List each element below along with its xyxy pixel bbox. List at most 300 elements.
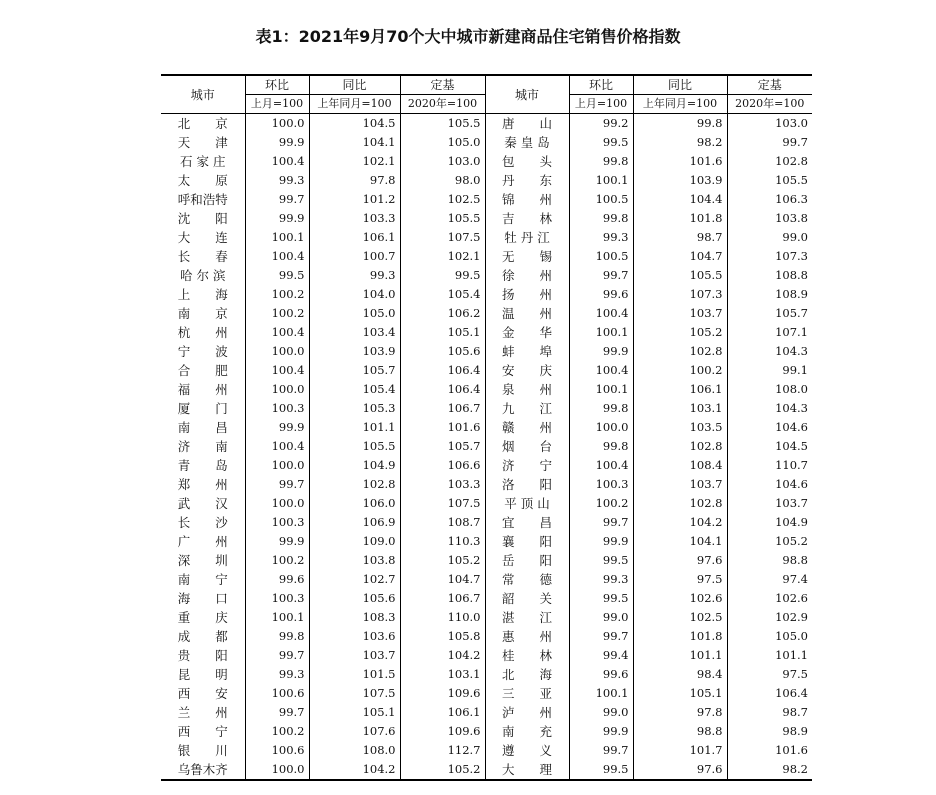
cell-mom-right: 99.3 xyxy=(569,228,633,247)
cell-yoy-right: 99.8 xyxy=(633,114,727,134)
cell-yoy-left: 103.3 xyxy=(309,209,400,228)
table-row xyxy=(161,665,812,684)
cell-mom-right: 99.9 xyxy=(569,532,633,551)
cell-yoy-right: 104.2 xyxy=(633,513,727,532)
subheader-mom-left: 上月=100 xyxy=(245,95,309,114)
cell-mom-left: 100.2 xyxy=(245,551,309,570)
table-row xyxy=(161,589,812,608)
cell-city-right: 赣 州 xyxy=(501,420,552,435)
cell-mom-right: 99.7 xyxy=(569,513,633,532)
cell-yoy-left: 103.8 xyxy=(309,551,400,570)
cell-yoy-right: 102.8 xyxy=(633,437,727,456)
cell-city-right: 桂 林 xyxy=(501,648,552,663)
table-row xyxy=(161,646,812,665)
cell-yoy-right: 97.6 xyxy=(633,760,727,780)
cell-yoy-right: 98.8 xyxy=(633,722,727,741)
cell-yoy-right: 101.1 xyxy=(633,646,727,665)
cell-base-left: 105.4 xyxy=(400,285,485,304)
table-row xyxy=(161,494,812,513)
cell-mom-right: 99.7 xyxy=(569,627,633,646)
cell-mom-left: 100.4 xyxy=(245,323,309,342)
table-row xyxy=(161,570,812,589)
header-base-left: 定基 xyxy=(400,75,485,95)
cell-mom-left: 99.5 xyxy=(245,266,309,285)
table-row xyxy=(161,703,812,722)
cell-yoy-right: 98.2 xyxy=(633,133,727,152)
cell-base-right: 101.1 xyxy=(727,646,812,665)
cell-base-left: 104.2 xyxy=(400,646,485,665)
price-index-table xyxy=(161,74,812,781)
cell-mom-left: 100.2 xyxy=(245,285,309,304)
header-yoy-left: 同比 xyxy=(309,75,400,95)
cell-city-left: 太 原 xyxy=(177,173,228,188)
table-row xyxy=(161,323,812,342)
cell-yoy-left: 104.5 xyxy=(309,114,400,134)
cell-mom-left: 99.9 xyxy=(245,209,309,228)
table-row xyxy=(161,741,812,760)
cell-base-left: 107.5 xyxy=(400,494,485,513)
cell-mom-left: 100.4 xyxy=(245,247,309,266)
cell-base-right: 99.1 xyxy=(727,361,812,380)
cell-base-left: 105.2 xyxy=(400,760,485,780)
cell-yoy-left: 105.5 xyxy=(309,437,400,456)
cell-mom-right: 99.3 xyxy=(569,570,633,589)
cell-city-right: 锦 州 xyxy=(501,192,552,207)
table-row xyxy=(161,247,812,266)
cell-mom-right: 99.8 xyxy=(569,152,633,171)
subheader-mom-right: 上月=100 xyxy=(569,95,633,114)
cell-city-right: 徐 州 xyxy=(501,268,552,283)
cell-base-right: 105.2 xyxy=(727,532,812,551)
cell-base-left: 105.2 xyxy=(400,551,485,570)
cell-yoy-right: 103.7 xyxy=(633,304,727,323)
cell-base-left: 105.8 xyxy=(400,627,485,646)
table-row xyxy=(161,361,812,380)
cell-city-right: 丹 东 xyxy=(501,173,552,188)
table-row xyxy=(161,760,812,780)
cell-city-left: 重 庆 xyxy=(177,610,228,625)
cell-city-left: 南 宁 xyxy=(177,572,228,587)
table-row xyxy=(161,133,812,152)
cell-base-left: 105.1 xyxy=(400,323,485,342)
subheader-yoy-right: 上年同月=100 xyxy=(633,95,727,114)
cell-base-left: 106.7 xyxy=(400,589,485,608)
cell-base-right: 107.1 xyxy=(727,323,812,342)
cell-mom-right: 100.4 xyxy=(569,361,633,380)
cell-city-left: 贵 阳 xyxy=(177,648,228,663)
cell-yoy-right: 101.6 xyxy=(633,152,727,171)
cell-city-left: 宁 波 xyxy=(177,344,228,359)
cell-mom-right: 99.4 xyxy=(569,646,633,665)
cell-city-right: 济 宁 xyxy=(501,458,552,473)
table-row xyxy=(161,532,812,551)
cell-mom-right: 99.8 xyxy=(569,209,633,228)
cell-base-right: 103.7 xyxy=(727,494,812,513)
table-row xyxy=(161,304,812,323)
cell-mom-left: 100.4 xyxy=(245,361,309,380)
cell-base-left: 105.0 xyxy=(400,133,485,152)
cell-yoy-right: 101.7 xyxy=(633,741,727,760)
cell-base-left: 103.0 xyxy=(400,152,485,171)
cell-base-right: 104.3 xyxy=(727,399,812,418)
cell-base-right: 99.0 xyxy=(727,228,812,247)
cell-mom-right: 100.4 xyxy=(569,304,633,323)
cell-city-left: 福 州 xyxy=(177,382,228,397)
cell-city-right: 常 德 xyxy=(501,572,552,587)
cell-base-left: 105.7 xyxy=(400,437,485,456)
header-city-right: 城市 xyxy=(485,75,569,114)
cell-city-left: 郑 州 xyxy=(177,477,228,492)
cell-city-right: 惠 州 xyxy=(501,629,552,644)
cell-mom-left: 99.8 xyxy=(245,627,309,646)
cell-mom-right: 99.6 xyxy=(569,285,633,304)
cell-yoy-right: 103.1 xyxy=(633,399,727,418)
cell-yoy-left: 104.2 xyxy=(309,760,400,780)
cell-yoy-right: 105.1 xyxy=(633,684,727,703)
cell-yoy-right: 102.8 xyxy=(633,342,727,361)
cell-base-right: 104.6 xyxy=(727,475,812,494)
cell-yoy-right: 103.9 xyxy=(633,171,727,190)
cell-yoy-left: 99.3 xyxy=(309,266,400,285)
cell-yoy-left: 105.4 xyxy=(309,380,400,399)
cell-mom-left: 99.6 xyxy=(245,570,309,589)
cell-yoy-left: 105.3 xyxy=(309,399,400,418)
cell-city-right: 温 州 xyxy=(501,306,552,321)
table-row xyxy=(161,285,812,304)
cell-city-right: 岳 阳 xyxy=(501,553,552,568)
cell-yoy-left: 103.7 xyxy=(309,646,400,665)
cell-mom-right: 99.5 xyxy=(569,760,633,780)
cell-city-right: 无 锡 xyxy=(501,249,552,264)
cell-city-left: 大 连 xyxy=(177,230,228,245)
cell-base-right: 98.8 xyxy=(727,551,812,570)
cell-mom-right: 99.6 xyxy=(569,665,633,684)
cell-yoy-left: 101.2 xyxy=(309,190,400,209)
cell-city-left: 乌鲁木齐 xyxy=(161,760,245,780)
cell-city-right: 安 庆 xyxy=(501,363,552,378)
cell-base-left: 106.4 xyxy=(400,361,485,380)
cell-yoy-left: 105.6 xyxy=(309,589,400,608)
cell-base-right: 98.9 xyxy=(727,722,812,741)
cell-mom-left: 99.7 xyxy=(245,475,309,494)
cell-base-right: 98.2 xyxy=(727,760,812,780)
cell-city-left: 上 海 xyxy=(177,287,228,302)
subheader-base-right: 2020年=100 xyxy=(727,95,812,114)
cell-mom-left: 100.2 xyxy=(245,722,309,741)
cell-city-left: 哈 尔 滨 xyxy=(180,268,226,283)
cell-yoy-right: 103.7 xyxy=(633,475,727,494)
cell-yoy-left: 108.0 xyxy=(309,741,400,760)
table-row xyxy=(161,380,812,399)
cell-base-right: 104.6 xyxy=(727,418,812,437)
cell-yoy-right: 97.5 xyxy=(633,570,727,589)
header-city-left: 城市 xyxy=(161,75,245,114)
header-yoy-right: 同比 xyxy=(633,75,727,95)
cell-yoy-right: 98.7 xyxy=(633,228,727,247)
cell-mom-left: 100.3 xyxy=(245,399,309,418)
table-row xyxy=(161,342,812,361)
cell-city-left: 天 津 xyxy=(177,135,228,150)
cell-base-left: 101.6 xyxy=(400,418,485,437)
cell-city-left: 西 安 xyxy=(177,686,228,701)
cell-base-left: 106.6 xyxy=(400,456,485,475)
cell-yoy-left: 100.7 xyxy=(309,247,400,266)
cell-city-right: 烟 台 xyxy=(501,439,552,454)
cell-mom-left: 100.0 xyxy=(245,760,309,780)
cell-city-right: 洛 阳 xyxy=(501,477,552,492)
cell-yoy-right: 106.1 xyxy=(633,380,727,399)
cell-yoy-left: 107.6 xyxy=(309,722,400,741)
table-row xyxy=(161,684,812,703)
cell-mom-right: 100.5 xyxy=(569,190,633,209)
table-row xyxy=(161,513,812,532)
cell-city-right: 宜 昌 xyxy=(501,515,552,530)
cell-mom-left: 99.3 xyxy=(245,171,309,190)
cell-city-right: 三 亚 xyxy=(501,686,552,701)
cell-city-right: 湛 江 xyxy=(501,610,552,625)
cell-base-left: 99.5 xyxy=(400,266,485,285)
cell-yoy-right: 104.7 xyxy=(633,247,727,266)
cell-base-right: 102.6 xyxy=(727,589,812,608)
cell-base-left: 112.7 xyxy=(400,741,485,760)
table-row xyxy=(161,152,812,171)
cell-base-right: 107.3 xyxy=(727,247,812,266)
table-row xyxy=(161,399,812,418)
cell-mom-right: 100.1 xyxy=(569,171,633,190)
cell-yoy-right: 105.2 xyxy=(633,323,727,342)
cell-mom-left: 100.6 xyxy=(245,684,309,703)
cell-base-left: 103.1 xyxy=(400,665,485,684)
cell-city-right: 泸 州 xyxy=(501,705,552,720)
cell-base-left: 102.1 xyxy=(400,247,485,266)
cell-yoy-right: 98.4 xyxy=(633,665,727,684)
cell-mom-right: 99.7 xyxy=(569,266,633,285)
cell-city-right: 扬 州 xyxy=(501,287,552,302)
cell-yoy-left: 103.6 xyxy=(309,627,400,646)
cell-base-left: 110.0 xyxy=(400,608,485,627)
cell-city-right: 北 海 xyxy=(501,667,552,682)
header-mom-left: 环比 xyxy=(245,75,309,95)
cell-mom-right: 99.0 xyxy=(569,703,633,722)
cell-yoy-right: 102.8 xyxy=(633,494,727,513)
cell-city-right: 蚌 埠 xyxy=(501,344,552,359)
cell-city-left: 厦 门 xyxy=(177,401,228,416)
cell-city-left: 成 都 xyxy=(177,629,228,644)
cell-base-left: 107.5 xyxy=(400,228,485,247)
cell-city-left: 呼和浩特 xyxy=(177,192,228,207)
header-base-right: 定基 xyxy=(727,75,812,95)
cell-yoy-left: 105.0 xyxy=(309,304,400,323)
cell-base-right: 103.8 xyxy=(727,209,812,228)
cell-city-left: 武 汉 xyxy=(177,496,228,511)
cell-yoy-right: 108.4 xyxy=(633,456,727,475)
cell-base-right: 103.0 xyxy=(727,114,812,134)
cell-base-right: 99.7 xyxy=(727,133,812,152)
cell-mom-left: 99.9 xyxy=(245,418,309,437)
cell-mom-left: 100.1 xyxy=(245,608,309,627)
cell-mom-left: 100.6 xyxy=(245,741,309,760)
cell-base-right: 108.9 xyxy=(727,285,812,304)
cell-yoy-left: 106.0 xyxy=(309,494,400,513)
cell-yoy-left: 101.5 xyxy=(309,665,400,684)
cell-city-left: 南 京 xyxy=(177,306,228,321)
cell-base-left: 106.4 xyxy=(400,380,485,399)
cell-mom-right: 99.2 xyxy=(569,114,633,134)
cell-base-left: 105.5 xyxy=(400,209,485,228)
cell-mom-left: 100.4 xyxy=(245,437,309,456)
cell-mom-right: 99.5 xyxy=(569,133,633,152)
cell-base-right: 102.9 xyxy=(727,608,812,627)
cell-yoy-left: 106.1 xyxy=(309,228,400,247)
cell-city-left: 西 宁 xyxy=(177,724,228,739)
cell-yoy-right: 105.5 xyxy=(633,266,727,285)
cell-mom-left: 99.9 xyxy=(245,532,309,551)
cell-mom-left: 99.9 xyxy=(245,133,309,152)
cell-city-right: 平 顶 山 xyxy=(504,496,550,511)
cell-base-left: 102.5 xyxy=(400,190,485,209)
cell-yoy-left: 102.7 xyxy=(309,570,400,589)
cell-city-right: 大 理 xyxy=(485,760,569,780)
table-row xyxy=(161,209,812,228)
cell-mom-left: 100.0 xyxy=(245,494,309,513)
table-row xyxy=(161,171,812,190)
cell-yoy-left: 106.9 xyxy=(309,513,400,532)
cell-base-right: 108.0 xyxy=(727,380,812,399)
cell-base-left: 109.6 xyxy=(400,722,485,741)
cell-city-left: 长 沙 xyxy=(177,515,228,530)
cell-city-right: 金 华 xyxy=(501,325,552,340)
cell-mom-left: 100.4 xyxy=(245,152,309,171)
cell-yoy-right: 107.3 xyxy=(633,285,727,304)
cell-base-left: 105.6 xyxy=(400,342,485,361)
cell-mom-right: 99.5 xyxy=(569,589,633,608)
cell-city-left: 兰 州 xyxy=(177,705,228,720)
cell-base-left: 106.2 xyxy=(400,304,485,323)
table-body xyxy=(161,114,812,781)
cell-mom-right: 100.2 xyxy=(569,494,633,513)
cell-city-right: 九 江 xyxy=(501,401,552,416)
cell-mom-right: 99.8 xyxy=(569,399,633,418)
cell-city-right: 包 头 xyxy=(501,154,552,169)
cell-base-left: 109.6 xyxy=(400,684,485,703)
cell-base-left: 104.7 xyxy=(400,570,485,589)
table-row xyxy=(161,627,812,646)
cell-city-right: 牡 丹 江 xyxy=(504,230,550,245)
cell-base-right: 105.0 xyxy=(727,627,812,646)
table-row xyxy=(161,228,812,247)
cell-mom-right: 100.1 xyxy=(569,380,633,399)
cell-city-right: 秦 皇 岛 xyxy=(504,135,550,150)
cell-city-left: 长 春 xyxy=(177,249,228,264)
cell-mom-right: 99.8 xyxy=(569,437,633,456)
table-row xyxy=(161,437,812,456)
cell-city-left: 青 岛 xyxy=(177,458,228,473)
cell-city-left: 昆 明 xyxy=(177,667,228,682)
cell-base-left: 105.5 xyxy=(400,114,485,134)
cell-base-left: 110.3 xyxy=(400,532,485,551)
cell-mom-left: 99.7 xyxy=(245,703,309,722)
cell-mom-left: 100.3 xyxy=(245,589,309,608)
cell-city-right: 南 充 xyxy=(501,724,552,739)
cell-mom-right: 99.5 xyxy=(569,551,633,570)
subheader-base-left: 2020年=100 xyxy=(400,95,485,114)
cell-city-left: 广 州 xyxy=(177,534,228,549)
cell-city-right: 泉 州 xyxy=(501,382,552,397)
cell-city-right: 唐 山 xyxy=(501,116,552,131)
cell-base-left: 108.7 xyxy=(400,513,485,532)
cell-yoy-right: 102.5 xyxy=(633,608,727,627)
cell-base-left: 106.7 xyxy=(400,399,485,418)
cell-yoy-left: 97.8 xyxy=(309,171,400,190)
cell-yoy-left: 108.3 xyxy=(309,608,400,627)
table-row xyxy=(161,475,812,494)
table-row xyxy=(161,190,812,209)
cell-yoy-right: 101.8 xyxy=(633,627,727,646)
table-row xyxy=(161,551,812,570)
cell-base-right: 101.6 xyxy=(727,741,812,760)
cell-base-right: 106.3 xyxy=(727,190,812,209)
cell-yoy-right: 103.5 xyxy=(633,418,727,437)
cell-base-right: 104.5 xyxy=(727,437,812,456)
cell-yoy-left: 109.0 xyxy=(309,532,400,551)
cell-mom-right: 99.7 xyxy=(569,741,633,760)
cell-yoy-right: 104.1 xyxy=(633,532,727,551)
cell-base-left: 103.3 xyxy=(400,475,485,494)
cell-city-left: 杭 州 xyxy=(177,325,228,340)
cell-mom-left: 99.7 xyxy=(245,190,309,209)
cell-yoy-left: 105.7 xyxy=(309,361,400,380)
table-row xyxy=(161,722,812,741)
cell-base-right: 108.8 xyxy=(727,266,812,285)
cell-yoy-right: 97.6 xyxy=(633,551,727,570)
cell-base-right: 110.7 xyxy=(727,456,812,475)
cell-yoy-left: 104.0 xyxy=(309,285,400,304)
cell-mom-right: 100.3 xyxy=(569,475,633,494)
cell-city-left: 北 京 xyxy=(177,116,228,131)
cell-yoy-left: 102.8 xyxy=(309,475,400,494)
cell-mom-left: 100.1 xyxy=(245,228,309,247)
cell-yoy-left: 103.9 xyxy=(309,342,400,361)
table-row xyxy=(161,114,812,134)
cell-city-right: 襄 阳 xyxy=(501,534,552,549)
cell-base-right: 105.5 xyxy=(727,171,812,190)
cell-yoy-left: 101.1 xyxy=(309,418,400,437)
cell-city-left: 石 家 庄 xyxy=(180,154,226,169)
cell-mom-left: 99.3 xyxy=(245,665,309,684)
cell-city-right: 吉 林 xyxy=(501,211,552,226)
cell-city-left: 银 川 xyxy=(177,743,228,758)
cell-mom-right: 99.0 xyxy=(569,608,633,627)
cell-mom-left: 100.0 xyxy=(245,342,309,361)
cell-base-right: 97.5 xyxy=(727,665,812,684)
cell-mom-right: 100.5 xyxy=(569,247,633,266)
cell-base-right: 97.4 xyxy=(727,570,812,589)
cell-city-left: 深 圳 xyxy=(177,553,228,568)
cell-mom-right: 100.0 xyxy=(569,418,633,437)
table-row xyxy=(161,266,812,285)
table-row xyxy=(161,456,812,475)
cell-mom-right: 100.1 xyxy=(569,323,633,342)
cell-mom-left: 100.0 xyxy=(245,114,309,134)
subheader-yoy-left: 上年同月=100 xyxy=(309,95,400,114)
cell-base-right: 102.8 xyxy=(727,152,812,171)
table-title: 表1：2021年9月70个大中城市新建商品住宅销售价格指数 xyxy=(255,27,681,46)
cell-mom-left: 100.0 xyxy=(245,380,309,399)
cell-mom-left: 100.2 xyxy=(245,304,309,323)
cell-yoy-right: 97.8 xyxy=(633,703,727,722)
cell-mom-right: 99.9 xyxy=(569,722,633,741)
cell-yoy-left: 104.1 xyxy=(309,133,400,152)
